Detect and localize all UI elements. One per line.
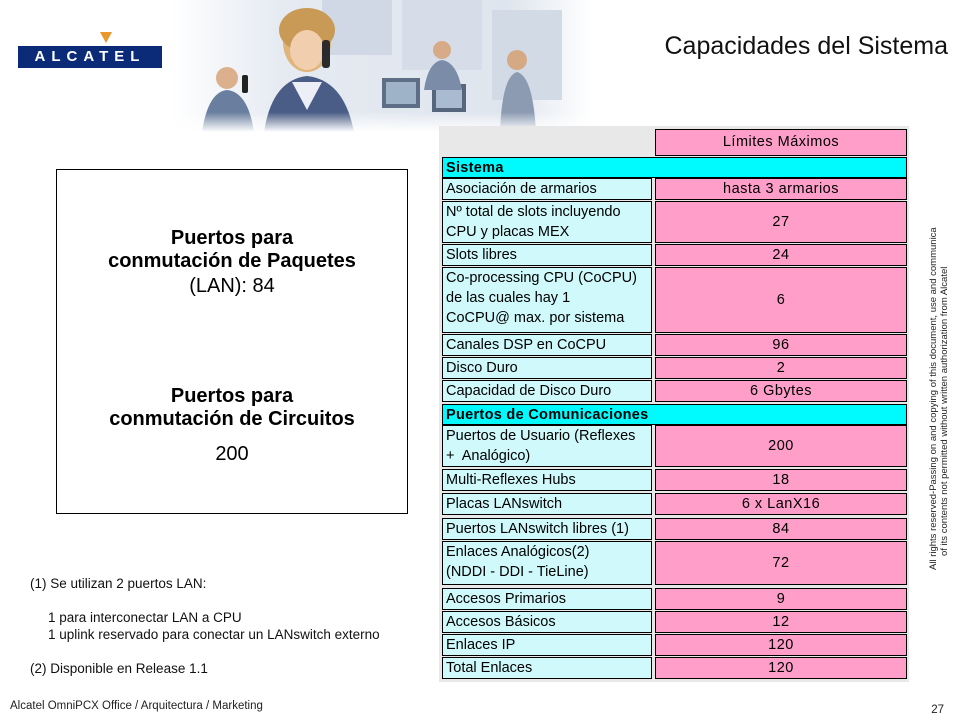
- table-row-value: 6: [655, 267, 907, 333]
- circuit-ports-heading-line1: Puertos para: [170, 385, 294, 407]
- table-row-value: 96: [655, 334, 907, 356]
- office-header-photo: [172, 0, 592, 132]
- copyright-line-1: All rights reserved-Passing on and copying of this document, use and communica: [928, 227, 939, 570]
- logo-mark-icon: [100, 32, 112, 43]
- capacity-table: [439, 126, 909, 682]
- table-row-value: 84: [655, 518, 907, 540]
- lan-ports-heading-line2: conmutación de Paquetes: [108, 250, 356, 272]
- footnote-1: (1) Se utilizan 2 puertos LAN:: [30, 576, 207, 591]
- table-row-value: 18: [655, 469, 907, 491]
- copyright-side-note: [928, 170, 950, 570]
- section-puertos: Puertos de Comunicaciones: [442, 404, 907, 425]
- footnotes: [30, 575, 380, 677]
- table-row-label: Co-processing CPU (CoCPU) de las cuales hay 1 CoCPU@ max. por sistema: [442, 267, 652, 333]
- table-row-value: 200: [655, 425, 907, 467]
- table-row-value: 6 Gbytes: [655, 380, 907, 402]
- table-row-label: Capacidad de Disco Duro: [442, 380, 652, 402]
- circuit-ports-block: [57, 385, 407, 467]
- table-row-label: Multi-Reflexes Hubs: [442, 469, 652, 491]
- table-row-value: 9: [655, 588, 907, 610]
- page-number: 27: [931, 704, 944, 716]
- alcatel-logo: [18, 32, 164, 72]
- table-row-label: Canales DSP en CoCPU: [442, 334, 652, 356]
- logo-wordmark: ALCATEL: [18, 46, 162, 68]
- table-row-label: Enlaces Analógicos(2) (NDDI - DDI - TieLine): [442, 541, 652, 585]
- table-header-limits: Límites Máximos: [655, 129, 907, 156]
- table-row-value: 120: [655, 634, 907, 656]
- circuit-ports-value: 200: [215, 443, 249, 465]
- section-sistema: Sistema: [442, 157, 907, 178]
- footnote-2: (2) Disponible en Release 1.1: [30, 661, 208, 676]
- lan-ports-value: (LAN): 84: [189, 275, 275, 297]
- lan-ports-heading-line1: Puertos para: [170, 227, 294, 249]
- ports-summary-box: [56, 169, 408, 514]
- table-row-label: Placas LANswitch: [442, 493, 652, 515]
- table-row-label: Asociación de armarios: [442, 178, 652, 200]
- table-row-value: 27: [655, 201, 907, 243]
- copyright-line-2: of its contents not permitted without written authorization from Alcatel: [939, 266, 950, 556]
- lan-ports-block: [57, 227, 407, 299]
- table-row-value: 12: [655, 611, 907, 633]
- circuit-ports-heading-line2: conmutación de Circuitos: [109, 408, 355, 430]
- table-row-value: 24: [655, 244, 907, 266]
- table-row-label: Nº total de slots incluyendo CPU y placas MEX: [442, 201, 652, 243]
- footnote-1-item-b: 1 uplink reservado para conectar un LANswitch externo: [48, 627, 380, 642]
- table-row-value: hasta 3 armarios: [655, 178, 907, 200]
- table-row-label: Accesos Primarios: [442, 588, 652, 610]
- table-row-value: 120: [655, 657, 907, 679]
- table-row-value: 2: [655, 357, 907, 379]
- table-row-label: Slots libres: [442, 244, 652, 266]
- table-row-label: Disco Duro: [442, 357, 652, 379]
- footer-text: Alcatel OmniPCX Office / Arquitectura / Marketing: [10, 700, 263, 712]
- table-row-label: Puertos de Usuario (Reflexes + Analógico): [442, 425, 652, 467]
- table-row-value: 72: [655, 541, 907, 585]
- slide-title: Capacidades del Sistema: [664, 32, 948, 60]
- table-row-label: Accesos Básicos: [442, 611, 652, 633]
- table-row-value: 6 x LanX16: [655, 493, 907, 515]
- table-row-label: Enlaces IP: [442, 634, 652, 656]
- footnote-1-item-a: 1 para interconectar LAN a CPU: [48, 610, 242, 625]
- table-row-label: Puertos LANswitch libres (1): [442, 518, 652, 540]
- table-row-label: Total Enlaces: [442, 657, 652, 679]
